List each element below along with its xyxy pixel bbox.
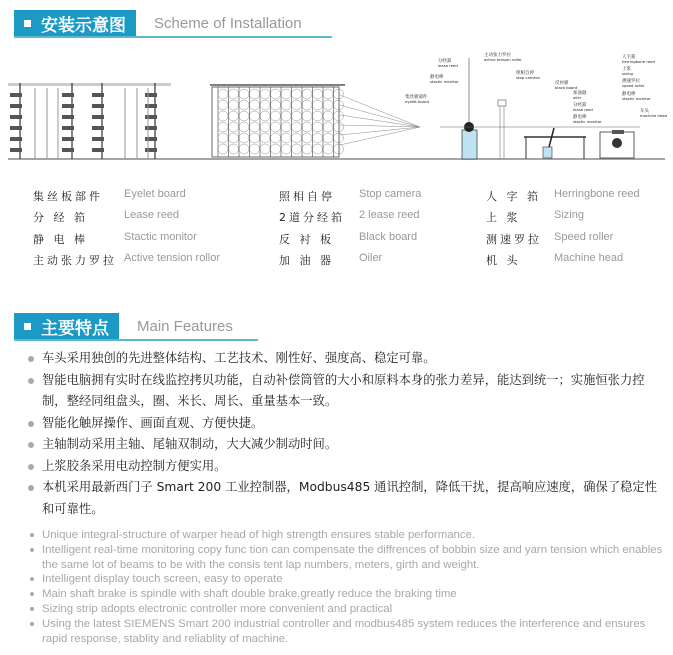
legend-zh: 2道分经筘	[279, 211, 345, 224]
legend-zh: 反 衬 板	[279, 233, 334, 246]
legend-en: Oiler	[359, 252, 383, 264]
diagram-label	[622, 53, 656, 64]
diagram-label-en: machine head	[640, 113, 668, 118]
diagram-label-zh: 车头	[640, 109, 649, 114]
square-bullet-icon	[24, 20, 31, 27]
diagram-label-zh: 集丝板部件	[405, 95, 428, 100]
diagram-label-en: stactic monitor	[430, 79, 459, 84]
diagram-label-zh: 反衬板	[555, 81, 569, 86]
legend-en: Herringbone reed	[554, 188, 640, 200]
legend-zh: 主动张力罗拉	[33, 254, 117, 267]
diagram-label	[640, 107, 668, 118]
section-title-box	[14, 313, 119, 340]
diagram-label-zh: 加油器	[573, 91, 587, 96]
diagram-label	[484, 51, 522, 62]
header-underline	[14, 339, 258, 341]
section-header-features	[14, 313, 233, 340]
features-list-zh	[28, 348, 668, 520]
diagram-label-zh: 分经筘	[438, 59, 452, 64]
diagram-label	[622, 65, 633, 76]
bobbin-frame	[210, 85, 345, 157]
tension-roller-unit	[462, 58, 477, 159]
diagram-label-zh: 照相自停	[516, 71, 534, 76]
legend-zh: 加 油 器	[279, 254, 334, 267]
diagram-label-zh: 上浆	[622, 67, 631, 72]
legend-en: Black board	[359, 231, 418, 243]
feature-item: 智能化触屏操作、画面直观、方便快捷。	[28, 413, 668, 435]
diagram-label	[516, 69, 540, 80]
feature-item: 主轴制动采用主轴、尾轴双制动，大大减少制动时间。	[28, 434, 668, 456]
legend-zh: 上 浆	[486, 211, 521, 224]
feature-item: 上浆胶条采用电动控制方便实用。	[28, 456, 668, 478]
legend-en: Stactic monitor	[124, 231, 197, 243]
diagram-label-zh: 静电棒	[430, 75, 444, 80]
diagram-label	[622, 90, 651, 101]
feature-item: Unique integral-structure of warper head of high strength ensures stable performance.	[28, 528, 668, 543]
black-board-table	[524, 128, 586, 159]
diagram-label-zh: 静电棒	[622, 92, 636, 97]
feature-item: Main shaft brake is spindle with shaft double brake,greatly reduce the braking time	[28, 587, 668, 602]
feature-item: Intelligent display touch screen, easy to operate	[28, 572, 668, 587]
legend-zh: 分 经 筘	[33, 211, 88, 224]
legend-en: Machine head	[554, 252, 624, 264]
diagram-label-en: lease reed	[438, 63, 458, 68]
square-bullet-icon	[24, 323, 31, 330]
diagram-label-en: active tension roller	[484, 57, 522, 62]
diagram-label-en: eyelet board	[405, 99, 429, 104]
diagram-label-en: speed roller	[622, 83, 645, 88]
stop-camera-post	[498, 100, 506, 159]
legend-zh: 照相自停	[279, 190, 335, 203]
diagram-label	[405, 93, 430, 104]
header-underline	[14, 36, 332, 38]
diagram-label	[573, 101, 593, 112]
diagram-labels	[405, 51, 668, 124]
legend-en: Lease reed	[124, 209, 180, 221]
legend-en: Speed roller	[554, 231, 614, 243]
diagram-label-zh: 人字筘	[622, 55, 636, 60]
feature-item: 智能电脑拥有实时在线监控拷贝功能，自动补偿筒管的大小和原料本身的张力差异，能达到统一；实施恒张力控制，整经同组盘头，圈、米长、周长、重量基本一致。	[28, 370, 668, 413]
diagram-label	[555, 79, 578, 90]
diagram-label	[622, 77, 645, 88]
feature-item: Intelligent real-time monitoring copy func tion can compensate the diffrences of bobbin size and yarn tension which enables the same lot of beams to be with the consis tent lap numbers, meters, girth and weight.	[28, 543, 668, 573]
diagram-label-en: stactic monitor	[622, 96, 651, 101]
legend-en: 2 lease reed	[359, 209, 420, 221]
diagram-label-zh: 分经筘	[573, 103, 587, 108]
diagram-label	[573, 113, 602, 124]
legend-zh: 测速罗拉	[486, 233, 542, 246]
section-title-zh: 主要特点	[41, 319, 109, 339]
legend-zh: 机 头	[486, 254, 521, 267]
feature-item: 本机采用最新西门子 Smart 200 工业控制器，Modbus485 通讯控制，降低干扰，提高响应速度，确保了稳定性和可靠性。	[28, 477, 668, 520]
installation-diagram	[0, 50, 673, 165]
diagram-label-en: sizing	[622, 71, 633, 76]
features-list-en	[28, 528, 668, 646]
machine-head	[600, 130, 634, 158]
creel-racks	[8, 83, 171, 159]
legend-en: Eyelet board	[124, 188, 186, 200]
section-title-box	[14, 10, 136, 37]
diagram-label-zh: 测速罗拉	[622, 79, 640, 84]
diagram-label	[430, 73, 459, 84]
diagram-label-en: stop camera	[516, 75, 540, 80]
diagram-label-en: black board	[555, 85, 578, 90]
section-title-zh: 安装示意图	[41, 16, 126, 36]
section-title-en: Scheme of Installation	[154, 15, 302, 32]
legend-en: Active tension rollor	[124, 252, 220, 264]
legend-zh: 人 字 筘	[486, 190, 541, 203]
diagram-label	[573, 89, 587, 100]
diagram-label-zh: 主动张力罗拉	[484, 53, 511, 58]
section-title-en: Main Features	[137, 318, 233, 335]
feature-item: 车头采用独创的先进整体结构、工艺技术、刚性好、强度高、稳定可靠。	[28, 348, 668, 370]
diagram-label	[438, 57, 458, 68]
section-header-installation	[14, 10, 302, 37]
diagram-label-en: stactic monitor	[573, 119, 602, 124]
diagram-label-en: oiler	[573, 95, 582, 100]
diagram-label-en: lease reed	[573, 107, 593, 112]
feature-item: Using the latest SIEMENS Smart 200 industrial controller and modbus485 system reduces the interference and ensures rapid response, stablity and reliablity of machine.	[28, 617, 668, 647]
diagram-label-zh: 静电棒	[573, 115, 587, 120]
diagram-label-en: herringbone reed	[622, 59, 655, 64]
legend-zh: 集丝板部件	[33, 190, 103, 203]
feature-item: Sizing strip adopts electronic controller more convenient and practical	[28, 602, 668, 617]
legend-en: Sizing	[554, 209, 584, 221]
legend-zh: 静 电 棒	[33, 233, 88, 246]
legend-en: Stop camera	[359, 188, 422, 200]
